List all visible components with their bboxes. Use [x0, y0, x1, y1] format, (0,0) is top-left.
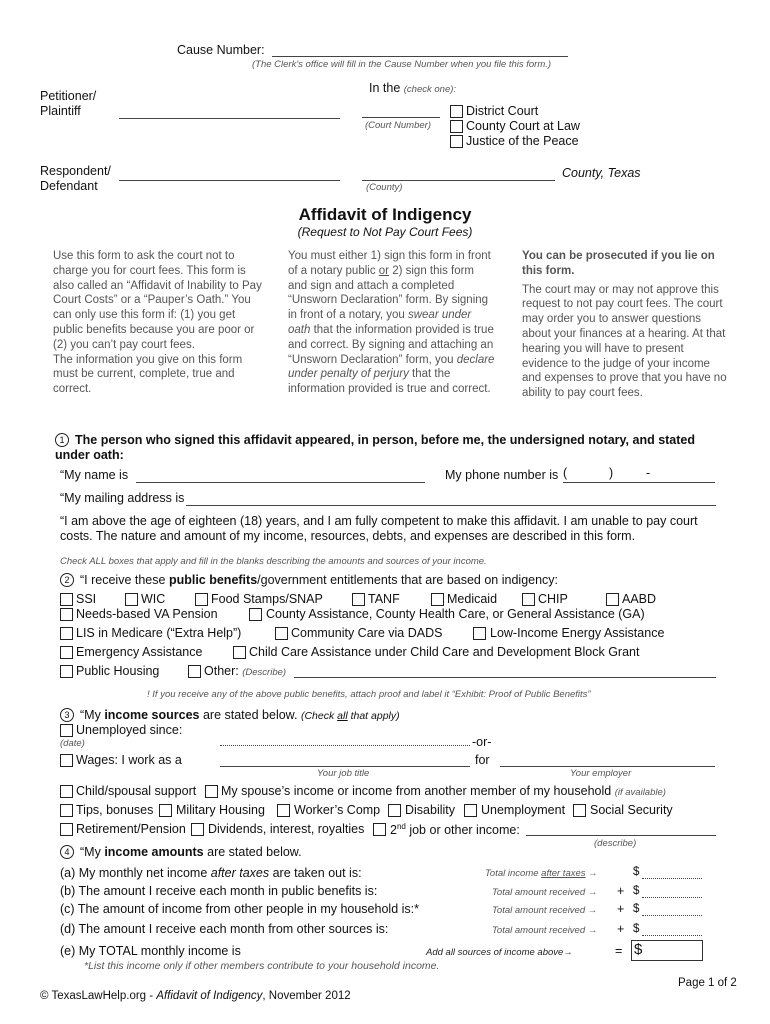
dividends-checkbox[interactable]: [191, 823, 204, 836]
county-texas-label: County, Texas: [562, 166, 641, 180]
aabd-checkbox[interactable]: [606, 593, 619, 606]
page-subtitle: (Request to Not Pay Court Fees): [297, 225, 473, 239]
my-name-field[interactable]: [136, 482, 425, 483]
public-housing-label: Public Housing: [76, 664, 160, 678]
second-job-field[interactable]: [526, 835, 716, 836]
job-title-hint: Your job title: [317, 768, 370, 779]
chip-checkbox[interactable]: [522, 593, 535, 606]
other-benefit-label: Other: (Describe): [204, 664, 287, 678]
va-pension-label: Needs-based VA Pension: [76, 607, 218, 621]
public-benefits-plus: +: [617, 884, 625, 898]
competency-statement: “I am above the age of eighteen (18) years, and I am fully competent to make this affidavit. I am unable to pay court costs. The nature and amount of my income, resources, debts, and expenses are described in this form.: [60, 514, 698, 543]
lis-medicare-checkbox[interactable]: [60, 627, 73, 640]
household-income-field[interactable]: [642, 915, 702, 916]
unemployed-label: Unemployed since:: [76, 723, 183, 737]
or-label: -or-: [472, 735, 492, 749]
intro-column-2: You must either 1) sign this form in front of a notary public or 2) sign this form and sign and attach a completed “Unsworn Declaration” form. By signing in front of a notary, you swear under oath that the information provided is true and correct. By signing and attaching an “Unsworn Declaration” form, you declare under penalty of perjury that the information provided is true and correct.: [288, 250, 495, 396]
phone-label: My phone number is: [445, 468, 559, 482]
petitioner-label-1: Petitioner/: [40, 89, 97, 103]
intro-column-3: You can be prosecuted if you lie on this form. The court may or may not approve this request to not pay court fees. The court may order you to answer questions about your finances at a hearing. At that hearing you will have to present evidence to the judge of your income and expenses to prove that you have no ability to pay court fees.: [522, 250, 727, 400]
petitioner-field[interactable]: [119, 118, 340, 119]
petitioner-label-2: Plaintiff: [40, 104, 81, 118]
ssi-label: SSI: [76, 592, 97, 606]
emergency-assistance-checkbox[interactable]: [60, 646, 73, 659]
aabd-label: AABD: [622, 592, 657, 606]
for-label: for: [475, 753, 490, 767]
intro-column-1: Use this form to ask the court not to charge you for court fees. This form is also called an “Affidavit of Inability to Pay Court Costs” or a “Pauper’s Oath.” You can only use this form if: (1) you get public benefits because you are poor or (2) you can’t pay court fees. The information you give on this form must be current, complete, true and correct.: [53, 250, 262, 396]
dividends-label: Dividends, interest, royalties: [208, 822, 365, 836]
social-security-checkbox[interactable]: [573, 804, 586, 817]
county-assistance-checkbox[interactable]: [249, 608, 262, 621]
county-assistance-label: County Assistance, County Health Care, or General Assistance (GA): [266, 607, 645, 621]
ssi-checkbox[interactable]: [60, 593, 73, 606]
child-care-checkbox[interactable]: [233, 646, 246, 659]
energy-assistance-checkbox[interactable]: [473, 627, 486, 640]
mailing-address-field[interactable]: [186, 505, 716, 506]
community-care-label: Community Care via DADS: [291, 626, 443, 640]
household-income-plus: +: [617, 902, 625, 916]
community-care-checkbox[interactable]: [275, 627, 288, 640]
net-income-dollar: $: [633, 866, 640, 878]
chip-label: CHIP: [538, 592, 568, 606]
total-dollar-sign: $: [634, 941, 643, 958]
cause-number-label: Cause Number:: [177, 43, 265, 57]
second-job-checkbox[interactable]: [373, 823, 386, 836]
proof-note: ! If you receive any of the above public benefits, attach proof and label it “Exhibit: Proof of Public Benefits”: [147, 689, 591, 700]
tanf-label: TANF: [368, 592, 400, 606]
snap-label: Food Stamps/SNAP: [211, 592, 323, 606]
child-support-checkbox[interactable]: [60, 785, 73, 798]
other-sources-hint: Total amount received →: [492, 925, 598, 936]
snap-checkbox[interactable]: [195, 593, 208, 606]
net-income-hint: Total income after taxes →: [485, 868, 598, 879]
workers-comp-checkbox[interactable]: [277, 804, 290, 817]
respondent-label-1: Respondent/: [40, 164, 111, 178]
county-hint: (County): [366, 182, 403, 193]
disability-label: Disability: [405, 803, 456, 817]
phone-paren-open: (: [563, 466, 568, 480]
respondent-label-2: Defendant: [40, 179, 98, 193]
county-court-checkbox[interactable]: [450, 120, 463, 133]
emergency-assistance-label: Emergency Assistance: [76, 645, 203, 659]
other-sources-dollar: $: [633, 923, 640, 935]
page-number: Page 1 of 2: [678, 977, 737, 989]
household-income-hint: Total amount received →: [492, 905, 598, 916]
justice-peace-checkbox[interactable]: [450, 135, 463, 148]
court-number-field[interactable]: [362, 117, 440, 118]
medicaid-label: Medicaid: [447, 592, 498, 606]
total-income-hint: Add all sources of income above→: [426, 947, 573, 958]
my-name-label: “My name is: [60, 468, 129, 482]
section-3-heading: 3 “My income sources are stated below. (Check all that apply): [60, 708, 400, 722]
retirement-label: Retirement/Pension: [76, 822, 186, 836]
public-benefits-amount-label: (b) The amount I receive each month in public benefits is:: [60, 884, 378, 898]
retirement-checkbox[interactable]: [60, 823, 73, 836]
job-title-field[interactable]: [220, 766, 470, 767]
tips-checkbox[interactable]: [60, 804, 73, 817]
unemployed-date-field[interactable]: [220, 745, 470, 746]
energy-assistance-label: Low-Income Energy Assistance: [490, 626, 665, 640]
district-court-checkbox[interactable]: [450, 105, 463, 118]
total-income-label: (e) My TOTAL monthly income is: [60, 944, 241, 958]
household-income-label: (c) The amount of income from other people in my household is:*: [60, 902, 419, 916]
wages-label: Wages: I work as a: [76, 753, 182, 767]
other-sources-plus: +: [617, 922, 625, 936]
total-income-box[interactable]: [631, 940, 703, 961]
cause-number-field[interactable]: [272, 56, 568, 57]
unemployment-label: Unemployment: [481, 803, 566, 817]
public-benefits-hint: Total amount received →: [492, 887, 598, 898]
social-security-label: Social Security: [590, 803, 673, 817]
justice-peace-label: Justice of the Peace: [466, 134, 579, 148]
wic-label: WIC: [141, 592, 166, 606]
in-the-label: In the (check one):: [369, 81, 457, 95]
net-income-label: (a) My monthly net income after taxes are taken out is:: [60, 866, 362, 880]
va-pension-checkbox[interactable]: [60, 608, 73, 621]
wic-checkbox[interactable]: [125, 593, 138, 606]
respondent-field[interactable]: [119, 180, 340, 181]
describe-hint: (describe): [594, 838, 637, 849]
public-benefits-dollar: $: [633, 885, 640, 897]
cause-number-hint: (The Clerk's office will fill in the Cause Number when you file this form.): [252, 59, 552, 70]
total-equals: =: [615, 944, 623, 958]
tanf-checkbox[interactable]: [352, 593, 365, 606]
employer-hint: Your employer: [570, 768, 632, 779]
other-sources-field[interactable]: [642, 935, 702, 936]
footer-credit: © TexasLawHelp.org - Affidavit of Indigency, November 2012: [40, 990, 351, 1002]
child-care-label: Child Care Assistance under Child Care and Development Block Grant: [249, 645, 640, 659]
public-housing-checkbox[interactable]: [60, 665, 73, 678]
military-housing-checkbox[interactable]: [159, 804, 172, 817]
check-all-note: Check ALL boxes that apply and fill in the blanks describing the amounts and sources of your income.: [60, 556, 487, 567]
date-hint: (date): [60, 738, 85, 749]
page-title: Affidavit of Indigency: [298, 205, 472, 224]
lis-medicare-label: LIS in Medicare (“Extra Help”): [76, 626, 242, 640]
section-4-heading: 4 “My income amounts are stated below.: [60, 845, 302, 859]
section-2-heading: 2 “I receive these public benefits/government entitlements that are based on indigency:: [60, 573, 558, 587]
public-benefits-field[interactable]: [642, 897, 702, 898]
employer-field[interactable]: [500, 766, 715, 767]
unemployed-checkbox[interactable]: [60, 724, 73, 737]
tips-label: Tips, bonuses: [76, 803, 154, 817]
district-court-label: District Court: [466, 104, 539, 118]
county-field[interactable]: [362, 180, 555, 181]
section-1-heading: 1 The person who signed this affidavit appeared, in person, before me, the undersigned notary, and stated under oath:: [55, 433, 696, 462]
household-footnote: *List this income only if other members contribute to your household income.: [84, 960, 440, 972]
county-court-label: County Court at Law: [466, 119, 580, 133]
second-job-label: 2nd job or other income:: [390, 822, 520, 838]
phone-field[interactable]: [563, 482, 715, 483]
medicaid-checkbox[interactable]: [431, 593, 444, 606]
spouse-income-checkbox[interactable]: [205, 785, 218, 798]
disability-checkbox[interactable]: [388, 804, 401, 817]
child-support-label: Child/spousal support: [76, 784, 197, 798]
phone-paren-close: ): [609, 466, 614, 480]
other-benefit-checkbox[interactable]: [188, 665, 201, 678]
phone-dash: -: [646, 466, 651, 480]
other-sources-label: (d) The amount I receive each month from other sources is:: [60, 922, 389, 936]
court-number-hint: (Court Number): [365, 120, 431, 131]
military-housing-label: Military Housing: [176, 803, 265, 817]
net-income-field[interactable]: [642, 878, 702, 879]
workers-comp-label: Worker’s Comp: [294, 803, 381, 817]
spouse-income-label: My spouse’s income or income from another member of my household (if available): [221, 784, 666, 798]
unemployment-checkbox[interactable]: [464, 804, 477, 817]
household-income-dollar: $: [633, 903, 640, 915]
mailing-address-label: “My mailing address is: [60, 491, 185, 505]
other-benefit-field[interactable]: [294, 677, 716, 678]
wages-checkbox[interactable]: [60, 754, 73, 767]
